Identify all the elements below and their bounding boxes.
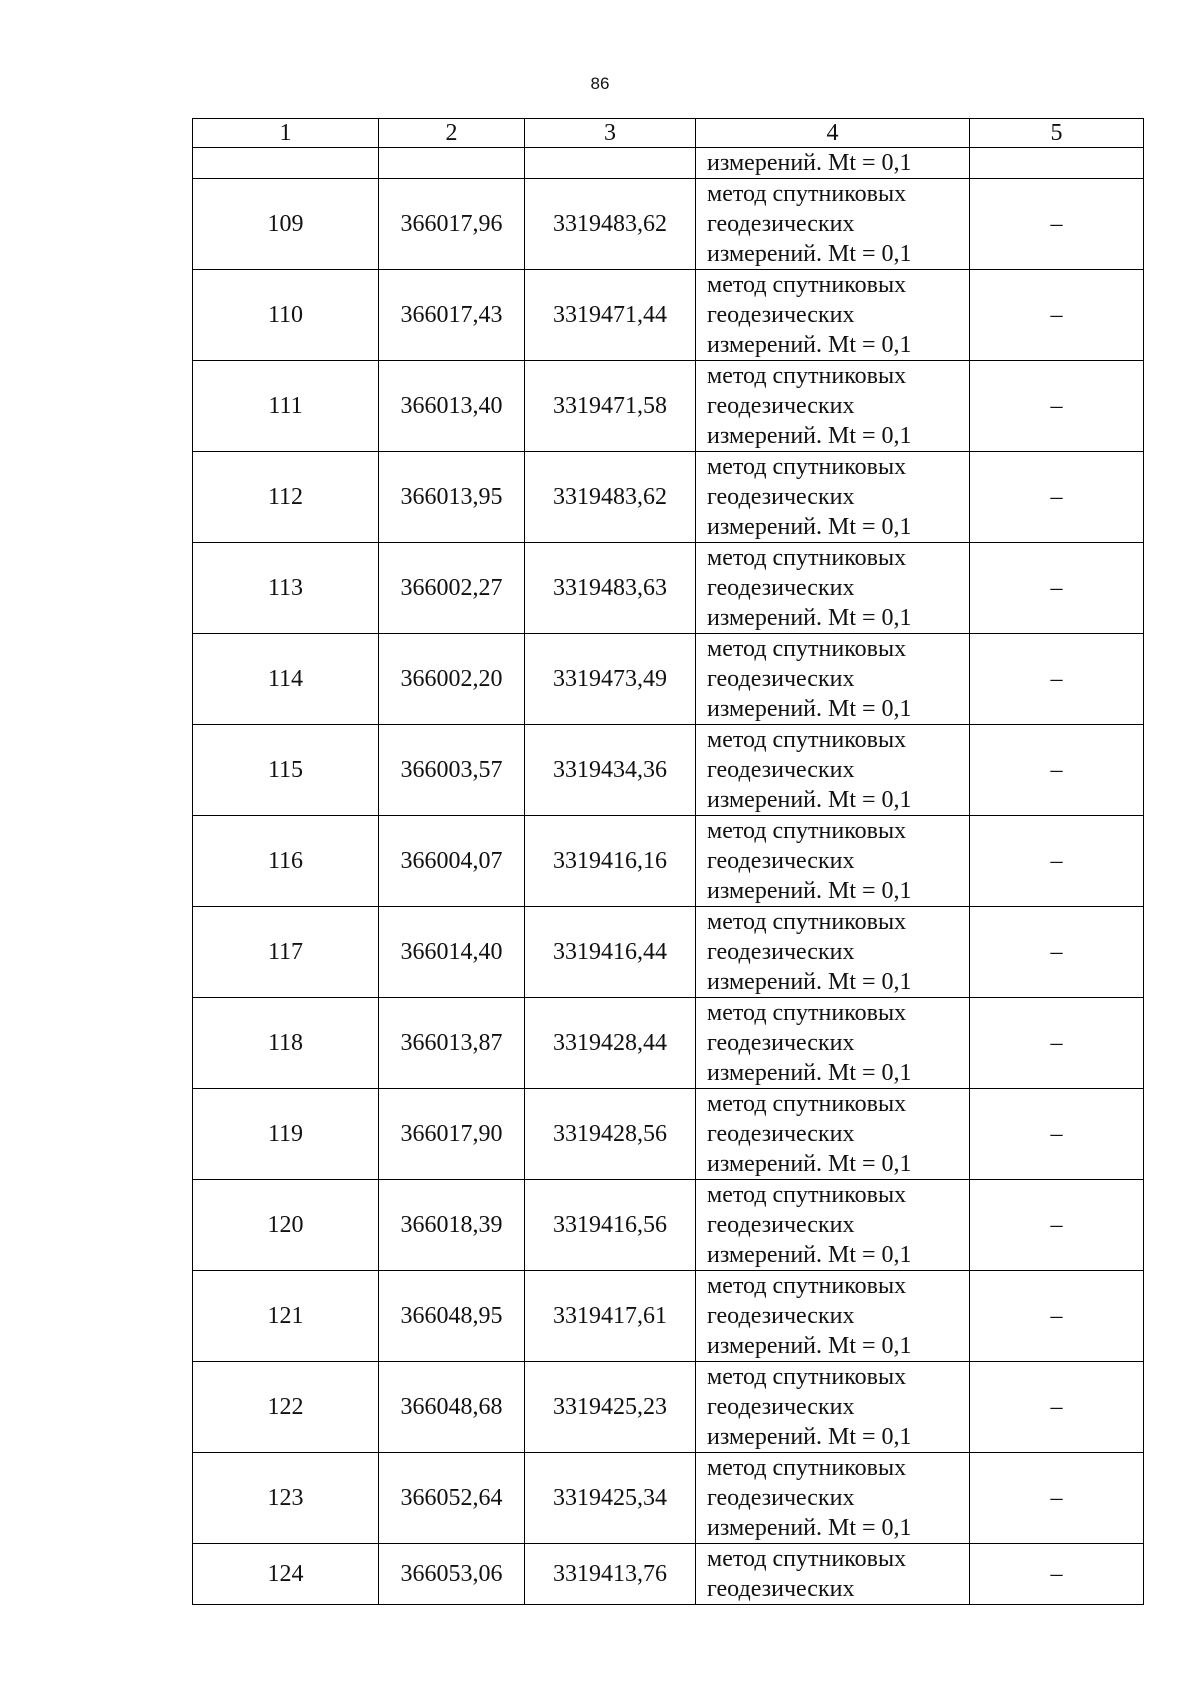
method-line: метод спутниковых — [707, 1000, 907, 1026]
method-line: метод спутниковых — [707, 1455, 907, 1481]
method-line: метод спутниковых — [707, 363, 907, 389]
method-line: метод спутниковых — [707, 181, 907, 207]
method-line: измерений. Mt = 0,1 — [707, 423, 912, 449]
method-line: метод спутниковых — [707, 272, 907, 298]
method-line: геодезических — [707, 211, 855, 237]
cell-dash: – — [970, 1544, 1144, 1605]
cell-number: 114 — [193, 634, 379, 725]
cell-y: 3319483,62 — [525, 179, 696, 270]
cell-dash: – — [970, 1362, 1144, 1453]
cell-method — [696, 1180, 970, 1271]
header-col-2: 2 — [379, 119, 525, 148]
method-line: измерений. Mt = 0,1 — [707, 1060, 912, 1086]
method-line: метод спутниковых — [707, 545, 907, 571]
cell-method — [696, 907, 970, 998]
cell-method — [696, 1089, 970, 1180]
method-line: измерений. Mt = 0,1 — [707, 514, 912, 540]
table-row — [193, 1180, 1144, 1271]
cell-method — [696, 725, 970, 816]
cell-x: 366004,07 — [379, 816, 525, 907]
cell-x — [379, 148, 525, 179]
method-line: геодезических — [707, 1303, 855, 1329]
cell-x: 366014,40 — [379, 907, 525, 998]
cell-x: 366017,90 — [379, 1089, 525, 1180]
cell-number: 117 — [193, 907, 379, 998]
table-row — [193, 1453, 1144, 1544]
cell-dash: – — [970, 634, 1144, 725]
method-line: измерений. Mt = 0,1 — [707, 1151, 912, 1177]
cell-method — [696, 1362, 970, 1453]
cell-dash: – — [970, 998, 1144, 1089]
method-line: метод спутниковых — [707, 1182, 907, 1208]
method-line: геодезических — [707, 757, 855, 783]
cell-x: 366018,39 — [379, 1180, 525, 1271]
cell-x: 366002,27 — [379, 543, 525, 634]
method-line: измерений. Mt = 0,1 — [707, 787, 912, 813]
method-line: метод спутниковых — [707, 1273, 907, 1299]
method-line: геодезических — [707, 302, 855, 328]
method-line: метод спутниковых — [707, 1091, 907, 1117]
cell-number: 109 — [193, 179, 379, 270]
method-line: геодезических — [707, 1212, 855, 1238]
cell-dash: – — [970, 1089, 1144, 1180]
cell-dash: – — [970, 1453, 1144, 1544]
cell-y: 3319413,76 — [525, 1544, 696, 1605]
table-row — [193, 1271, 1144, 1362]
cell-method — [696, 1453, 970, 1544]
method-line: геодезических — [707, 1121, 855, 1147]
table-row — [193, 998, 1144, 1089]
cell-x: 366052,64 — [379, 1453, 525, 1544]
table-row — [193, 270, 1144, 361]
cell-dash: – — [970, 1271, 1144, 1362]
cell-y: 3319425,34 — [525, 1453, 696, 1544]
cell-x: 366002,20 — [379, 634, 525, 725]
cell-number: 122 — [193, 1362, 379, 1453]
method-line: геодезических — [707, 666, 855, 692]
cell-dash: – — [970, 725, 1144, 816]
page-number: 86 — [590, 74, 610, 93]
cell-y: 3319483,62 — [525, 452, 696, 543]
method-line: геодезических — [707, 848, 855, 874]
cell-y: 3319417,61 — [525, 1271, 696, 1362]
table-header — [193, 119, 1144, 148]
header-col-1: 1 — [193, 119, 379, 148]
method-line: метод спутниковых — [707, 1364, 907, 1390]
method-line: метод спутниковых — [707, 909, 907, 935]
cell-method — [696, 361, 970, 452]
cell-number: 124 — [193, 1544, 379, 1605]
cell-number: 120 — [193, 1180, 379, 1271]
cell-number: 119 — [193, 1089, 379, 1180]
cell-method — [696, 1271, 970, 1362]
cell-y: 3319471,58 — [525, 361, 696, 452]
method-line: геодезических — [707, 939, 855, 965]
method-line: геодезических — [707, 575, 855, 601]
method-line: геодезических — [707, 1394, 855, 1420]
cell-y: 3319416,56 — [525, 1180, 696, 1271]
cell-dash — [970, 148, 1144, 179]
cell-method — [696, 816, 970, 907]
coordinates-table — [192, 118, 1144, 1605]
method-line: измерений. Mt = 0,1 — [707, 1242, 912, 1268]
method-line: геодезических — [707, 393, 855, 419]
method-line: измерений. Mt = 0,1 — [707, 1515, 912, 1541]
cell-dash: – — [970, 361, 1144, 452]
cell-y: 3319483,63 — [525, 543, 696, 634]
cell-dash: – — [970, 179, 1144, 270]
table-row — [193, 816, 1144, 907]
cell-x: 366017,96 — [379, 179, 525, 270]
cell-y: 3319425,23 — [525, 1362, 696, 1453]
cell-method — [696, 543, 970, 634]
cell-number: 112 — [193, 452, 379, 543]
cell-x: 366003,57 — [379, 725, 525, 816]
cell-method — [696, 179, 970, 270]
method-line: измерений. Mt = 0,1 — [707, 241, 912, 267]
cell-dash: – — [970, 907, 1144, 998]
cell-y: 3319473,49 — [525, 634, 696, 725]
table-row — [193, 634, 1144, 725]
header-row — [193, 119, 1144, 148]
method-line: метод спутниковых — [707, 1546, 907, 1572]
method-line: геодезических — [707, 1030, 855, 1056]
cell-method — [696, 452, 970, 543]
cell-dash: – — [970, 816, 1144, 907]
cell-method — [696, 1544, 970, 1605]
cell-number: 115 — [193, 725, 379, 816]
method-line: измерений. Mt = 0,1 — [707, 878, 912, 904]
method-line: геодезических — [707, 1576, 855, 1602]
cell-number: 116 — [193, 816, 379, 907]
cell-y: 3319416,16 — [525, 816, 696, 907]
method-line: измерений. Mt = 0,1 — [707, 1333, 912, 1359]
cell-dash: – — [970, 452, 1144, 543]
cell-dash: – — [970, 543, 1144, 634]
method-line: измерений. Mt = 0,1 — [707, 332, 912, 358]
cell-x: 366048,95 — [379, 1271, 525, 1362]
cell-method — [696, 998, 970, 1089]
cell-dash: – — [970, 1180, 1144, 1271]
header-col-4: 4 — [696, 119, 970, 148]
method-line: измерений. Mt = 0,1 — [707, 1424, 912, 1450]
method-line: геодезических — [707, 484, 855, 510]
cell-x: 366053,06 — [379, 1544, 525, 1605]
table-row — [193, 1544, 1144, 1605]
cell-y: 3319428,44 — [525, 998, 696, 1089]
method-line: измерений. Mt = 0,1 — [707, 605, 912, 631]
table-row — [193, 543, 1144, 634]
cell-dash: – — [970, 270, 1144, 361]
table-row — [193, 907, 1144, 998]
cell-number — [193, 148, 379, 179]
cell-number: 111 — [193, 361, 379, 452]
cell-y: 3319434,36 — [525, 725, 696, 816]
method-line: измерений. Mt = 0,1 — [707, 969, 912, 995]
cell-y: 3319416,44 — [525, 907, 696, 998]
table-row — [193, 1089, 1144, 1180]
cell-x: 366048,68 — [379, 1362, 525, 1453]
method-line: измерений. Mt = 0,1 — [707, 696, 912, 722]
table-row — [193, 1362, 1144, 1453]
cell-number: 113 — [193, 543, 379, 634]
table-row — [193, 179, 1144, 270]
cell-y: 3319428,56 — [525, 1089, 696, 1180]
cell-number: 118 — [193, 998, 379, 1089]
continuation-row — [193, 148, 1144, 179]
table-row — [193, 361, 1144, 452]
cell-x: 366013,95 — [379, 452, 525, 543]
table-row — [193, 725, 1144, 816]
cell-x: 366017,43 — [379, 270, 525, 361]
method-line: метод спутниковых — [707, 727, 907, 753]
header-col-3: 3 — [525, 119, 696, 148]
cell-method: измерений. Mt = 0,1 — [696, 148, 970, 179]
cell-x: 366013,40 — [379, 361, 525, 452]
table-body — [193, 148, 1144, 1605]
method-line: метод спутниковых — [707, 636, 907, 662]
cell-x: 366013,87 — [379, 998, 525, 1089]
cell-y — [525, 148, 696, 179]
cell-number: 123 — [193, 1453, 379, 1544]
cell-y: 3319471,44 — [525, 270, 696, 361]
table-row — [193, 452, 1144, 543]
method-line: метод спутниковых — [707, 454, 907, 480]
method-line: метод спутниковых — [707, 818, 907, 844]
header-col-5: 5 — [970, 119, 1144, 148]
cell-method — [696, 270, 970, 361]
cell-number: 110 — [193, 270, 379, 361]
cell-number: 121 — [193, 1271, 379, 1362]
method-line: геодезических — [707, 1485, 855, 1511]
cell-method — [696, 634, 970, 725]
